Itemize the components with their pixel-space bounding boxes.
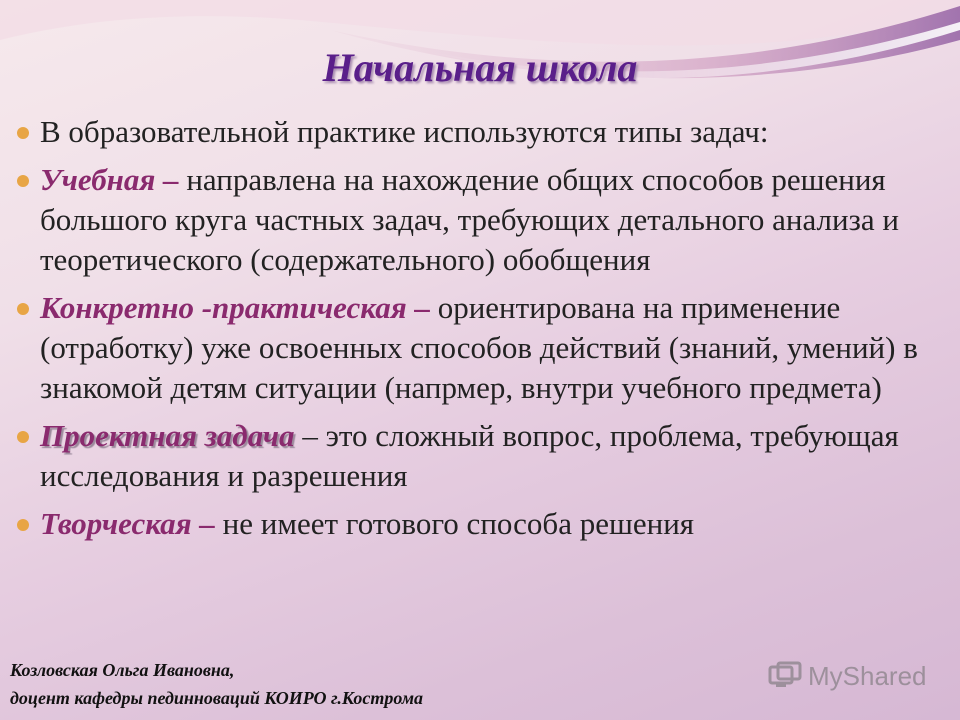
bullet-item [16,504,941,544]
slide-title: Начальная школа [322,45,638,90]
myshared-logo-icon [768,661,802,691]
bullet-term: Учебная – [40,162,179,197]
bullet-term: Конкретно -практическая – [40,290,430,325]
author-position: доцент кафедры пединноваций КОИРО г.Кострома [10,688,424,708]
bullet-item [16,288,941,408]
bullet-text: ориентирована на применение (отработку) уже освоенных способов действий (знаний, умений) в знакомой детям ситуации (напрмер, внутри учебного предмета) [40,290,918,405]
bullet-icon [17,127,29,139]
bullet-icon [17,519,29,531]
watermark-text: MyShared [808,660,927,691]
bullet-item [16,112,941,152]
bullet-item [16,160,941,280]
bullet-text: направлена на нахождение общих способов решения большого круга частных задач, требующих детального анализа и теоретического (содержательного) обобщения [40,162,899,277]
bullet-list [16,112,941,552]
bullet-text: В образовательной практике используются типы задач: [40,114,769,149]
bullet-icon [17,303,29,315]
author-footer [10,656,423,712]
bullet-term: Проектная задача [40,418,295,453]
myshared-watermark [768,656,927,696]
bullet-icon [17,175,29,187]
bullet-text: – это сложный вопрос, проблема, требующая исследования и разрешения [40,418,899,493]
bullet-icon [17,431,29,443]
bullet-item [16,416,941,496]
bullet-term: Творческая – [40,506,215,541]
bullet-text: не имеет готового способа решения [214,506,695,541]
author-name: Козловская Ольга Ивановна, [10,660,235,680]
